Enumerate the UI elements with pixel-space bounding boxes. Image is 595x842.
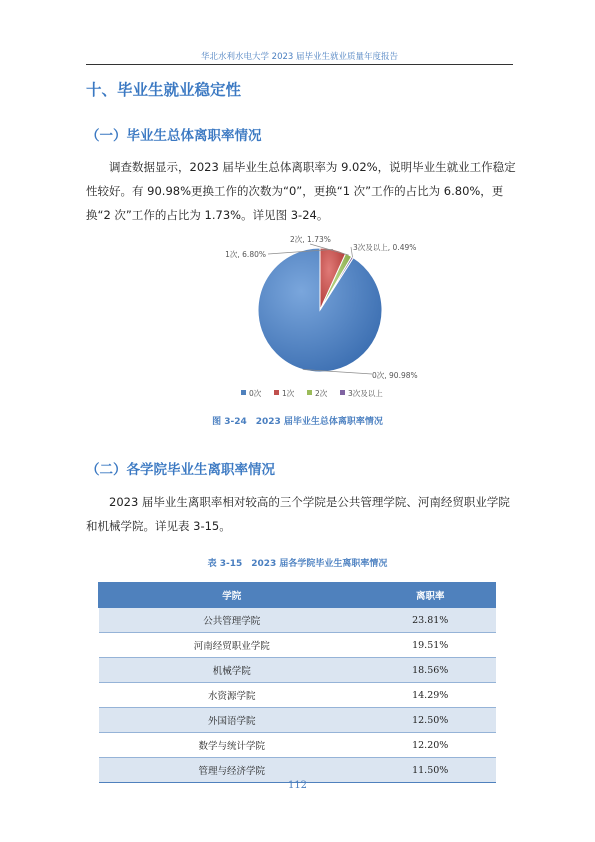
subsection-title-2: （二）各学院毕业生离职率情况 — [86, 462, 275, 478]
pie-chart-svg — [86, 224, 509, 409]
cell-college: 水资源学院 — [99, 683, 365, 708]
column-header-college: 学院 — [99, 583, 365, 608]
table-header-row — [99, 583, 496, 608]
header-rule — [86, 64, 513, 65]
cell-college: 数学与统计学院 — [99, 733, 365, 758]
table-row — [99, 733, 496, 758]
cell-rate: 12.20% — [365, 733, 496, 758]
legend-swatch-3 — [307, 390, 312, 395]
table-row — [99, 608, 496, 633]
data-label-2: 1次, 6.80% — [225, 250, 266, 259]
cell-rate: 23.81% — [365, 608, 496, 633]
section-title: 十、毕业生就业稳定性 — [86, 81, 242, 99]
paragraph-2-text: 2023 届毕业生离职率相对较高的三个学院是公共管理学院、河南经贸职业学院和机械学院。详见表 3-15。 — [86, 495, 510, 533]
paragraph-2 — [86, 490, 516, 538]
cell-rate: 11.50% — [365, 758, 496, 783]
legend-swatch-2 — [274, 390, 279, 395]
cell-college: 公共管理学院 — [99, 608, 365, 633]
data-label-4: 3次及以上, 0.49% — [353, 243, 417, 252]
cell-college: 外国语学院 — [99, 708, 365, 733]
subsection-title-1: （一）毕业生总体离职率情况 — [86, 128, 262, 144]
cell-rate: 12.50% — [365, 708, 496, 733]
legend-swatch-4 — [340, 390, 345, 395]
legend-label-3: 2次 — [315, 389, 328, 398]
cell-college: 机械学院 — [99, 658, 365, 683]
cell-college: 管理与经济学院 — [99, 758, 365, 783]
table-row — [99, 758, 496, 783]
paragraph-1 — [86, 155, 516, 227]
table-row — [99, 658, 496, 683]
legend-label-4: 3次及以上 — [348, 389, 383, 398]
paragraph-1-text: 调查数据显示，2023 届毕业生总体离职率为 9.02%，说明毕业生就业工作稳定性较好。有 90.98%更换工作的次数为“0”，更换“1 次”工作的占比为 6.80%，更换“2 次”工作的占比为 1.73%。详见图 3-24。 — [86, 160, 516, 222]
legend-swatch-1 — [241, 390, 246, 395]
table-row — [99, 708, 496, 733]
cell-rate: 14.29% — [365, 683, 496, 708]
table-row — [99, 683, 496, 708]
legend-label-2: 1次 — [282, 389, 295, 398]
page-header: 华北水利水电大学 2023 届毕业生就业质量年度报告 — [200, 52, 399, 62]
table-caption: 表 3-15 2023 届各学院毕业生离职率情况 — [207, 559, 388, 569]
table-row — [99, 633, 496, 658]
cell-college: 河南经贸职业学院 — [99, 633, 365, 658]
page-number: 112 — [287, 780, 308, 791]
legend-label-1: 0次 — [249, 389, 262, 398]
data-label-3: 2次, 1.73% — [290, 235, 331, 244]
cell-rate: 19.51% — [365, 633, 496, 658]
figure-caption: 图 3-24 2023 届毕业生总体离职率情况 — [212, 417, 383, 427]
column-header-rate: 离职率 — [365, 583, 496, 608]
dropout-rate-table — [98, 582, 496, 783]
pie-chart — [86, 224, 509, 409]
cell-rate: 18.56% — [365, 658, 496, 683]
data-label-1: 0次, 90.98% — [372, 371, 418, 380]
